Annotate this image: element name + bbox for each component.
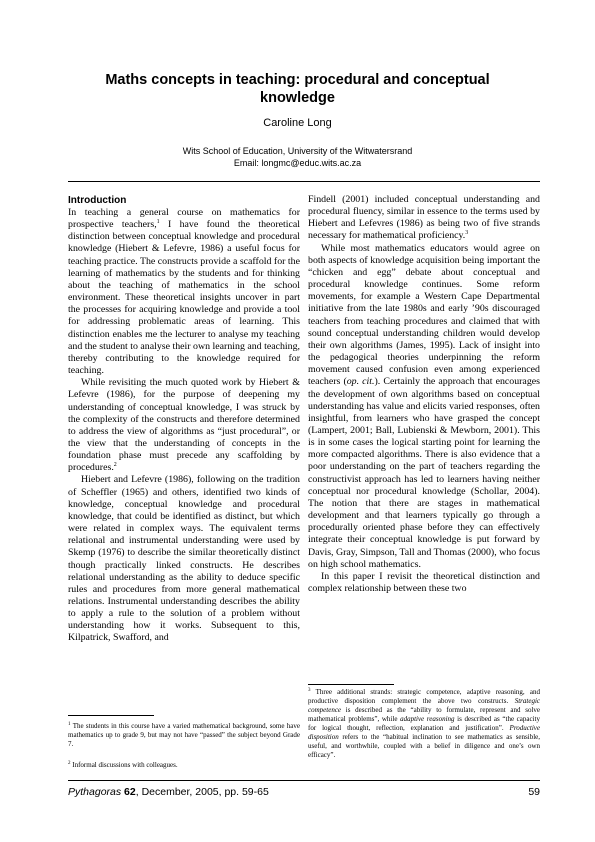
footnote-ref-3: 3 bbox=[465, 230, 469, 237]
author-email: Email: longmc@educ.wits.ac.za bbox=[233, 158, 362, 168]
author-name: Caroline Long bbox=[263, 117, 332, 129]
intro-paragraph-3: Hiebert and Lefevre (1986), following on the tradition of Scheffler (1965) and others, identified two kinds of knowledge, conceptual knowledge and procedural knowledge, that could be identified as distinct, but which were related in complex ways. The equivalent terms relational and instrumental understanding were used by Skemp (1976) to describe the similar theoretically distinct though practically linked constructs. He describes relational understanding as the ability to deduce specific rules and procedures from more general mathematical relations. Instrumental understanding describes the ability to apply a rule to the solution of a problem without understanding how it works. Subsequent to this, Kilpatrick, Swafford, and bbox=[68, 474, 300, 644]
intro-paragraph-2: While revisiting the much quoted work by Hiebert & Lefevre (1986), for the purpose of deepening my understanding of conceptual knowledge, I was struck by the complexity of the constructs and therefore determined to address the view of algorithms as “just procedural”, or the view that the understanding of concepts in the foundation phase must precede any scaffolding by procedures.$^2$ bbox=[68, 377, 300, 474]
journal-name: Pythagoras bbox=[68, 786, 122, 798]
page-footer bbox=[68, 786, 540, 798]
footnote-ref-1: 1 bbox=[156, 219, 160, 226]
footnote-2 bbox=[68, 761, 300, 770]
intro-paragraph-1: In teaching a general course on mathematics for prospective teachers,$^1$ I have found the theoretical distinction between conceptual knowledge and procedural knowledge (Hiebert & Lefevre, 1986) a useful focus for teaching practice. The constructs provide a scaffold for the learning of mathematics by the students and for thinking about the teaching of mathematics in the school environment. These theoretical insights uncover in part the processes for acquiring knowledge and provide a tool for addressing problematic areas of learning. This distinction enables me the lecturer to analyse my teaching and the student to analyse their own learning and teaching, thereby contributing to the knowledge required for teaching. bbox=[68, 207, 301, 377]
left-column bbox=[68, 194, 300, 645]
header-divider bbox=[68, 181, 540, 182]
footnote-3-number: 3 bbox=[308, 688, 311, 693]
footer-divider bbox=[68, 780, 540, 781]
title-line-2: knowledge bbox=[260, 90, 335, 106]
affiliation-block bbox=[60, 145, 535, 169]
section-heading-introduction: Introduction bbox=[68, 195, 127, 206]
footnote-2-number: 2 bbox=[68, 761, 71, 766]
footnote-1 bbox=[68, 722, 300, 749]
footnote-ref-2: 2 bbox=[113, 462, 117, 469]
journal-volume: 62 bbox=[124, 786, 136, 798]
right-column bbox=[308, 194, 540, 595]
affiliation: Wits School of Education, University of the Witwatersrand bbox=[182, 146, 413, 156]
footnote-2-text: Informal discussions with colleagues. bbox=[72, 761, 178, 769]
body-paragraph-3: In this paper I revisit the theoretical distinction and complex relationship between these two bbox=[308, 570, 540, 594]
page-number: 59 bbox=[528, 786, 540, 798]
citation-op-cit: op. cit. bbox=[346, 376, 375, 388]
title-line-1: Maths concepts in teaching: procedural and conceptual bbox=[105, 72, 490, 88]
footnote-1-number: 1 bbox=[68, 722, 71, 727]
footnote-divider-left bbox=[68, 715, 154, 716]
footnote-3: $^3$ Three additional strands: strategic competence, adaptive reasoning, and productive disposition complement the above two constructs. Strategic competence is described as the “ability to formulate, represent and solve mathematical problems”, while adaptive reasoning is described as “the capacity for logical thought, reflection, explanation and justification”. Productive disposition refers to the “habitual inclination to see mathematics as sensible, useful, and worthwhile, coupled with a belief in diligence and one’s own efficacy”. bbox=[308, 688, 541, 759]
body-paragraph-2: While most mathematics educators would agree on both aspects of knowledge acquisition being important the “chicken and egg” debate about conceptual and procedural knowledge continues. Some reform movements, for example a Western Cape Departmental initiative from the late 1980s and early ’90s discouraged teachers from teaching procedures and claimed that with sound conceptual understanding children would develop their own algorithms (James, 1995). Lack of insight into the pedagogical theories underpinning the reform movement caused confusion even among experienced teachers (op. cit.). Certainly the approach that encourages the development of own algorithms based on conceptual understanding has value and elicits varied responses, often insightful, from learners who have grasped the concept (Lampert, 2001; Ball, Lubienski & Mewborn, 2001). This is in some cases the logical starting point for learning the more compacted algorithms. There is also evidence that a poor understanding on the part of teachers regarding the constructivist approach has led to learners having neither conceptual nor procedural knowledge (Schollar, 2004). The notion that there are stages in mathematical development and that learners typically go through a procedurally oriented phase before they can effectively integrate their conceptual knowledge is put forward by Davis, Gray, Simpson, Tall and Thomas (2000), who focus on high school mathematics. bbox=[308, 242, 540, 570]
footnote-1-text: The students in this course have a varied mathematical background, some have mathematics up to grade 9, but may not have “passed” the subject beyond Grade 7. bbox=[68, 722, 300, 748]
paper-title bbox=[60, 71, 535, 107]
footnote-divider-right bbox=[308, 684, 394, 685]
journal-issue-details: , December, 2005, pp. 59-65 bbox=[135, 786, 269, 798]
body-paragraph-1: Findell (2001) included conceptual understanding and procedural fluency, similar in essence to the terms used by Hiebert and Lefevres (1986) as being two of five strands necessary for mathematical proficiency.$^3$ bbox=[308, 194, 540, 242]
